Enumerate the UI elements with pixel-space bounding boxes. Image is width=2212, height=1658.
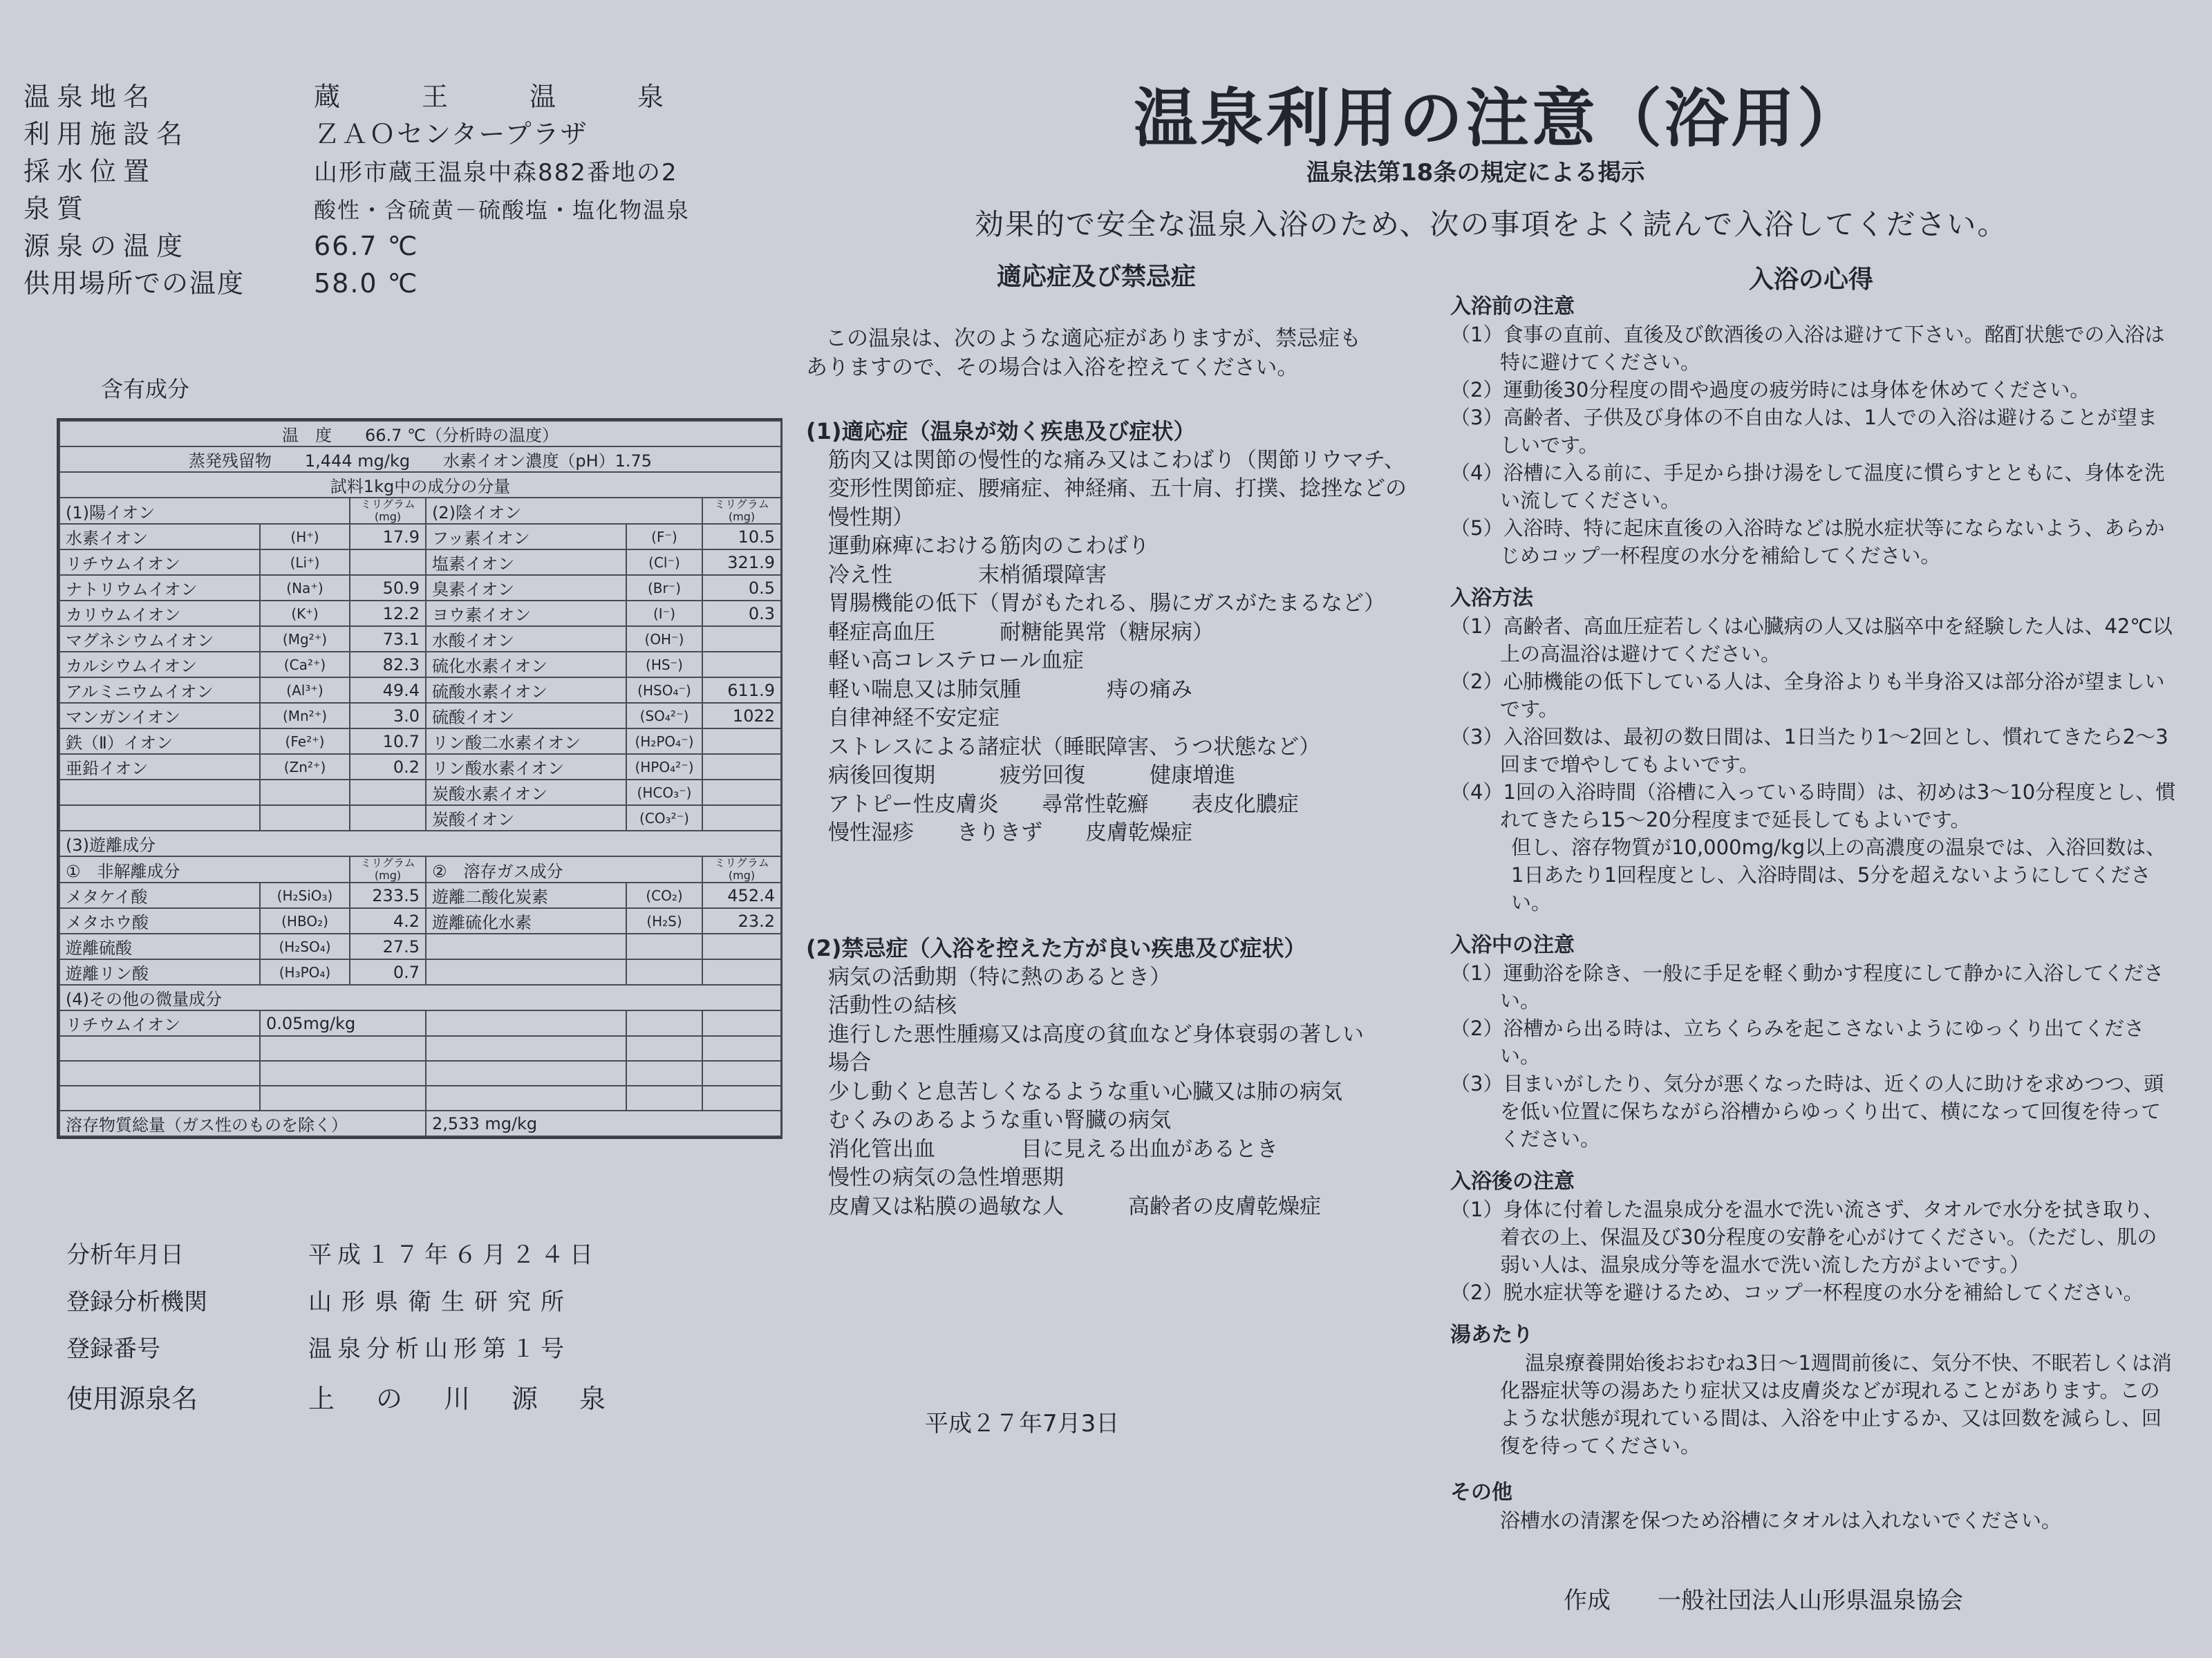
info-row-use-temp xyxy=(24,265,418,301)
intro-line: この温泉は、次のような適応症がありますが、禁忌症も xyxy=(825,326,1361,351)
indication-line: ストレスによる諸症状（睡眠障害、うつ状態など） xyxy=(828,734,1321,760)
anion-name: 硫酸イオン xyxy=(426,703,626,728)
anion-symbol: (H₂PO₄⁻) xyxy=(626,728,702,754)
indication-line: 胃腸機能の低下（胃がもたれる、腸にガスがたまるなど） xyxy=(828,591,1385,616)
anion-header: (2)陰イオン xyxy=(426,498,702,524)
free-component-row xyxy=(59,934,781,959)
posting-date: 平成２７年7月3日 xyxy=(925,1410,1120,1438)
ion-row xyxy=(59,524,781,549)
before-bath-item: （2）運動後30分程度の間や過度の疲労時には身体を休めてください。 xyxy=(1450,378,2090,402)
ion-row xyxy=(59,549,781,575)
ion-row xyxy=(59,780,781,805)
cation-name: 鉄（Ⅱ）イオン xyxy=(59,728,260,754)
cation-name: リチウムイオン xyxy=(59,549,260,575)
cation-value: 49.4 xyxy=(350,677,426,703)
contraindication-line: むくみのあるような重い腎臓の病気 xyxy=(828,1108,1171,1133)
info-value: 58.0 ℃ xyxy=(314,268,419,299)
ion-row xyxy=(59,703,781,728)
nondiss-name: メタケイ酸 xyxy=(59,883,260,908)
info-value: 蔵 王 温 泉 xyxy=(314,82,692,112)
cation-name: アルミニウムイオン xyxy=(59,677,260,703)
unit-label: ミリグラム (mg) xyxy=(350,498,426,524)
method-item: （3）入浴回数は、最初の数日間は、1日当たり1～2回とし、慣れてきたら2～3回まで増やしてもよいです。 xyxy=(1450,725,2168,776)
anion-value xyxy=(702,626,781,652)
unit-label: ミリグラム (mg) xyxy=(350,856,426,883)
cation-name: マンガンイオン xyxy=(59,703,260,728)
nondiss-value: 27.5 xyxy=(350,934,426,959)
info-label: 利用施設名 xyxy=(24,119,190,149)
trace-components-header: (4)その他の微量成分 xyxy=(59,985,781,1010)
yuatari-heading: 湯あたり xyxy=(1450,1323,1533,1347)
gas-symbol xyxy=(626,934,702,959)
nondiss-name: 遊離硫酸 xyxy=(59,934,260,959)
indication-line: 慢性期） xyxy=(828,505,914,530)
anion-symbol: (HCO₃⁻) xyxy=(626,780,702,805)
analysis-date-row xyxy=(66,1238,599,1272)
contraindications-heading: (2)禁忌症（入浴を控えた方が良い疾患及び症状） xyxy=(806,935,1306,961)
anion-value: 0.3 xyxy=(702,601,781,626)
cation-name: マグネシウムイオン xyxy=(59,626,260,652)
nondiss-symbol: (H₂SiO₃) xyxy=(260,883,350,908)
gas-name xyxy=(426,934,626,959)
anion-symbol: (Cl⁻) xyxy=(626,549,702,575)
analysis-label: 登録番号 xyxy=(66,1335,160,1363)
gas-name: 遊離硫化水素 xyxy=(426,908,626,934)
contraindications-block xyxy=(806,934,1414,1221)
after-bath-heading: 入浴後の注意 xyxy=(1450,1169,1575,1194)
other-text: 浴槽水の清潔を保つため浴槽にタオルは入れないでください。 xyxy=(1500,1509,2062,1532)
anion-value: 321.9 xyxy=(702,549,781,575)
cation-value: 82.3 xyxy=(350,652,426,677)
cation-name: ナトリウムイオン xyxy=(59,575,260,601)
cation-value: 0.2 xyxy=(350,754,426,780)
anion-symbol: (HS⁻) xyxy=(626,652,702,677)
contraindication-line: 進行した悪性腫瘍又は高度の貧血など身体衰弱の著しい xyxy=(828,1021,1364,1047)
dissolved-gas-header: ② 溶存ガス成分 xyxy=(426,856,702,883)
anion-value xyxy=(702,780,781,805)
anion-name: 炭酸イオン xyxy=(426,805,626,831)
cation-value: 12.2 xyxy=(350,601,426,626)
cation-symbol xyxy=(260,805,350,831)
anion-name: リン酸二水素イオン xyxy=(426,728,626,754)
anion-value: 1022 xyxy=(702,703,781,728)
page-subtitle: 温泉法第18条の規定による掲示 xyxy=(1306,159,1645,187)
cation-value: 73.1 xyxy=(350,626,426,652)
cation-value xyxy=(350,549,426,575)
contraindication-line: 慢性の病気の急性増悪期 xyxy=(828,1165,1064,1190)
cation-name: カリウムイオン xyxy=(59,601,260,626)
indication-line: 軽症高血圧 耐糖能異常（糖尿病） xyxy=(828,619,1214,645)
anion-value: 0.5 xyxy=(702,575,781,601)
analysis-label: 分析年月日 xyxy=(66,1241,184,1269)
before-bath-item: （4）浴槽に入る前に、手足から掛け湯をして温度に慣らすとともに、身体を洗い流してください。 xyxy=(1450,461,2165,512)
anion-symbol: (Br⁻) xyxy=(626,575,702,601)
anion-name: フッ素イオン xyxy=(426,524,626,549)
indication-line: アトピー性皮膚炎 尋常性乾癬 表皮化膿症 xyxy=(828,791,1299,817)
indication-line: 冷え性 末梢循環障害 xyxy=(828,562,1107,587)
nondiss-symbol: (HBO₂) xyxy=(260,908,350,934)
info-label: 供用場所での温度 xyxy=(24,268,245,299)
method-heading: 入浴方法 xyxy=(1450,586,1533,610)
method-note: 但し、溶存物質が10,000mg/kg以上の高濃度の温泉では、入浴回数は、1日あたり1回程度とし、入浴時間は、5分を超えないようにしてください。 xyxy=(1511,836,2166,914)
info-row-spring-type xyxy=(24,191,690,228)
contraindication-line: 消化管出血 目に見える出血があるとき xyxy=(828,1136,1278,1162)
after-bath-item: （2）脱水症状等を避けるため、コップ一杯程度の水分を補給してください。 xyxy=(1450,1281,2144,1304)
trace-value: 0.05mg/kg xyxy=(260,1010,426,1036)
anion-symbol: (HPO₄²⁻) xyxy=(626,754,702,780)
gas-value xyxy=(702,934,781,959)
nondiss-symbol: (H₃PO₄) xyxy=(260,959,350,985)
method-item: （4）1回の入浴時間（浴槽に入っている時間）は、初めは3～10分程度とし、慣れてきたら15～20分程度まで延長してもよいです。 xyxy=(1450,780,2176,831)
gas-symbol xyxy=(626,959,702,985)
indications-heading: (1)適応症（温泉が効く疾患及び症状） xyxy=(806,418,1196,444)
info-row-location xyxy=(24,153,678,191)
cation-symbol: (Fe²⁺) xyxy=(260,728,350,754)
during-bath-item: （1）運動浴を除き、一般に手足を軽く動かす程度にして静かに入浴してください。 xyxy=(1450,961,2164,1012)
ion-row xyxy=(59,626,781,652)
anion-name: 水酸イオン xyxy=(426,626,626,652)
ion-row xyxy=(59,601,781,626)
indications-section-heading: 適応症及び禁忌症 xyxy=(997,263,1197,291)
ion-row xyxy=(59,805,781,831)
method-item: （1）高齢者、高血圧症若しくは心臓病の人又は脳卒中を経験した人は、42℃以上の高温浴は避けてください。 xyxy=(1450,614,2173,666)
anion-name: ヨウ素イオン xyxy=(426,601,626,626)
cation-symbol: (Ca²⁺) xyxy=(260,652,350,677)
cation-value xyxy=(350,805,426,831)
nondiss-name: メタホウ酸 xyxy=(59,908,260,934)
anion-value xyxy=(702,652,781,677)
nondiss-value: 233.5 xyxy=(350,883,426,908)
info-value: 酸性・含硫黄－硫酸塩・塩化物温泉 xyxy=(314,197,691,223)
ion-row xyxy=(59,652,781,677)
free-components-header: (3)遊離成分 xyxy=(59,831,781,856)
method-item: （2）心肺機能の低下している人は、全身浴よりも半身浴又は部分浴が望ましいです。 xyxy=(1450,670,2165,721)
trace-name: リチウムイオン xyxy=(59,1010,260,1036)
source-name-row xyxy=(66,1382,647,1415)
indication-line: 筋肉又は関節の慢性的な痛み又はこわばり（関節リウマチ、 xyxy=(828,447,1405,473)
anion-symbol: (OH⁻) xyxy=(626,626,702,652)
gas-name xyxy=(426,959,626,985)
cation-name: カルシウムイオン xyxy=(59,652,260,677)
cation-symbol xyxy=(260,780,350,805)
indication-line: 自律神経不安定症 xyxy=(828,706,1000,731)
total-dissolved-value: 2,533 mg/kg xyxy=(426,1111,781,1136)
anion-value xyxy=(702,754,781,780)
cation-symbol: (Al³⁺) xyxy=(260,677,350,703)
analysis-value: 平成１７年６月２４日 xyxy=(308,1241,599,1269)
yuatari-text: 温泉療養開始後おおむね3日～1週間前後に、気分不快、不眠若しくは消化器症状等の湯あたり症状又は皮膚炎などが現れることがあります。このような状態が現れている間は、入浴を中止するか、又は回数を減らし、回復を待ってください。 xyxy=(1500,1351,2172,1458)
info-label: 温泉地名 xyxy=(24,82,157,112)
anion-symbol: (SO₄²⁻) xyxy=(626,703,702,728)
author: 作成 一般社団法人山形県温泉協会 xyxy=(1564,1587,1963,1614)
anion-symbol: (F⁻) xyxy=(626,524,702,549)
components-title: 含有成分 xyxy=(101,376,190,402)
cation-value: 3.0 xyxy=(350,703,426,728)
anion-symbol: (CO₃²⁻) xyxy=(626,805,702,831)
nondiss-value: 4.2 xyxy=(350,908,426,934)
other-heading: その他 xyxy=(1450,1480,1512,1505)
info-label: 採水位置 xyxy=(24,156,157,187)
analysis-value: 山形県衛生研究所 xyxy=(308,1288,574,1316)
composition-table xyxy=(57,418,782,1139)
cation-value: 10.7 xyxy=(350,728,426,754)
contraindication-line: 活動性の結核 xyxy=(828,993,957,1018)
during-bath-item: （2）浴槽から出る時は、立ちくらみを起こさないようにゆっくり出てください。 xyxy=(1450,1017,2145,1068)
during-bath-item: （3）目まいがしたり、気分が悪くなった時は、近くの人に助けを求めつつ、頭を低い位置に保ちながら浴槽からゆっくり出て、横になって回復を待ってください。 xyxy=(1450,1072,2164,1151)
nondiss-name: 遊離リン酸 xyxy=(59,959,260,985)
cation-name: 亜鉛イオン xyxy=(59,754,260,780)
anion-name: 塩素イオン xyxy=(426,549,626,575)
info-row-facility xyxy=(24,116,588,152)
analysis-label: 使用源泉名 xyxy=(66,1384,198,1414)
ion-row xyxy=(59,728,781,754)
cation-name xyxy=(59,780,260,805)
ion-row xyxy=(59,677,781,703)
info-value: ＺＡＯセンタープラザ xyxy=(314,119,588,149)
table-sample-row: 試料1kg中の成分の分量 xyxy=(59,472,781,498)
lead-text: 効果的で安全な温泉入浴のため、次の事項をよく読んで入浴してください。 xyxy=(975,207,2008,241)
cation-symbol: (H⁺) xyxy=(260,524,350,549)
page-title: 温泉利用の注意（浴用） xyxy=(1134,81,1864,156)
anion-value: 611.9 xyxy=(702,677,781,703)
gas-value xyxy=(702,959,781,985)
anion-value: 10.5 xyxy=(702,524,781,549)
cation-symbol: (K⁺) xyxy=(260,601,350,626)
before-bath-item: （1）食事の直前、直後及び飲酒後の入浴は避けて下さい。酩酊状態での入浴は特に避けてください。 xyxy=(1450,323,2165,374)
during-bath-heading: 入浴中の注意 xyxy=(1450,933,1575,957)
info-row-source-temp xyxy=(24,228,418,264)
anion-name: 臭素イオン xyxy=(426,575,626,601)
analysis-value: 上の川源泉 xyxy=(308,1384,648,1414)
contraindication-line: 病気の活動期（特に熱のあるとき） xyxy=(828,964,1171,990)
cation-header: (1)陽イオン xyxy=(59,498,350,524)
gas-name: 遊離二酸化炭素 xyxy=(426,883,626,908)
info-row-onsen-name xyxy=(24,79,691,115)
ion-row xyxy=(59,575,781,601)
analysis-org-row xyxy=(66,1285,574,1319)
cation-symbol: (Li⁺) xyxy=(260,549,350,575)
cation-symbol: (Mn²⁺) xyxy=(260,703,350,728)
cation-value: 17.9 xyxy=(350,524,426,549)
indications-block xyxy=(806,417,1414,848)
anion-symbol: (HSO₄⁻) xyxy=(626,677,702,703)
indication-line: 運動麻痺における筋肉のこわばり xyxy=(828,534,1150,558)
cation-value: 50.9 xyxy=(350,575,426,601)
free-component-row xyxy=(59,883,781,908)
unit-label: ミリグラム (mg) xyxy=(702,856,781,883)
indication-line: 軽い高コレステロール血症 xyxy=(828,648,1084,673)
non-dissociated-header: ① 非解離成分 xyxy=(59,856,350,883)
intro-text xyxy=(806,325,1414,382)
gas-symbol: (H₂S) xyxy=(626,908,702,934)
cation-symbol: (Na⁺) xyxy=(260,575,350,601)
free-component-row xyxy=(59,959,781,985)
nondiss-symbol: (H₂SO₄) xyxy=(260,934,350,959)
gas-symbol: (CO₂) xyxy=(626,883,702,908)
anion-name: 硫化水素イオン xyxy=(426,652,626,677)
table-temp-row: 温 度 66.7 ℃（分析時の温度） xyxy=(59,421,781,446)
ion-row xyxy=(59,754,781,780)
contraindication-line: 場合 xyxy=(828,1051,871,1075)
cation-symbol: (Mg²⁺) xyxy=(260,626,350,652)
indication-line: 病後回復期 疲労回復 健康増進 xyxy=(828,763,1235,788)
contraindication-line: 皮膚又は粘膜の過敏な人 高齢者の皮膚乾燥症 xyxy=(828,1194,1321,1219)
cation-symbol: (Zn²⁺) xyxy=(260,754,350,780)
info-value: 山形市蔵王温泉中森882番地の2 xyxy=(314,159,678,187)
gas-value: 452.4 xyxy=(702,883,781,908)
anion-symbol: (I⁻) xyxy=(626,601,702,626)
info-label: 源泉の温度 xyxy=(24,231,190,261)
gas-value: 23.2 xyxy=(702,908,781,934)
info-label: 泉質 xyxy=(24,194,91,224)
indication-line: 軽い喘息又は肺気腫 痔の痛み xyxy=(828,677,1192,702)
info-value: 66.7 ℃ xyxy=(314,231,419,261)
cation-name: 水素イオン xyxy=(59,524,260,549)
indication-line: 慢性湿疹 きりきず 皮膚乾燥症 xyxy=(828,820,1192,845)
anion-name: リン酸水素イオン xyxy=(426,754,626,780)
cation-value xyxy=(350,780,426,805)
cation-name xyxy=(59,805,260,831)
anion-name: 炭酸水素イオン xyxy=(426,780,626,805)
anion-value xyxy=(702,805,781,831)
table-residue-row: 蒸発残留物 1,444 mg/kg 水素イオン濃度（pH）1.75 xyxy=(59,446,781,472)
analysis-label: 登録分析機関 xyxy=(66,1288,207,1316)
bathing-guide-heading: 入浴の心得 xyxy=(1749,265,1874,294)
analysis-value: 温泉分析山形第１号 xyxy=(308,1335,570,1363)
indication-line: 変形性関節症、腰痛症、神経痛、五十肩、打撲、捻挫などの xyxy=(828,476,1407,501)
contraindication-line: 少し動くと息苦しくなるような重い心臓又は肺の病気 xyxy=(828,1079,1342,1104)
analysis-number-row xyxy=(66,1332,570,1366)
before-bath-item: （3）高齢者、子供及び身体の不自由な人は、1人での入浴は避けることが望ましいです。 xyxy=(1450,406,2157,457)
anion-name: 硫酸水素イオン xyxy=(426,677,626,703)
before-bath-item: （5）入浴時、特に起床直後の入浴時などは脱水症状等にならないよう、あらかじめコップ一杯程度の水分を補給してください。 xyxy=(1450,516,2165,567)
total-dissolved-label: 溶存物質総量（ガス性のものを除く） xyxy=(59,1111,426,1136)
after-bath-item: （1）身体に付着した温泉成分を温水で洗い流さず、タオルで水分を拭き取り、着衣の上、保温及び30分程度の安静を心がけてください。（ただし、肌の弱い人は、温泉成分等を温水で洗い流した方がよいです。） xyxy=(1450,1198,2164,1277)
intro-line: ありますので、その場合は入浴を控えてください。 xyxy=(806,355,1299,380)
anion-value xyxy=(702,728,781,754)
unit-label: ミリグラム (mg) xyxy=(702,498,781,524)
free-component-row xyxy=(59,908,781,934)
nondiss-value: 0.7 xyxy=(350,959,426,985)
bathing-guide xyxy=(1450,293,2176,1534)
before-bath-heading: 入浴前の注意 xyxy=(1450,294,1575,319)
